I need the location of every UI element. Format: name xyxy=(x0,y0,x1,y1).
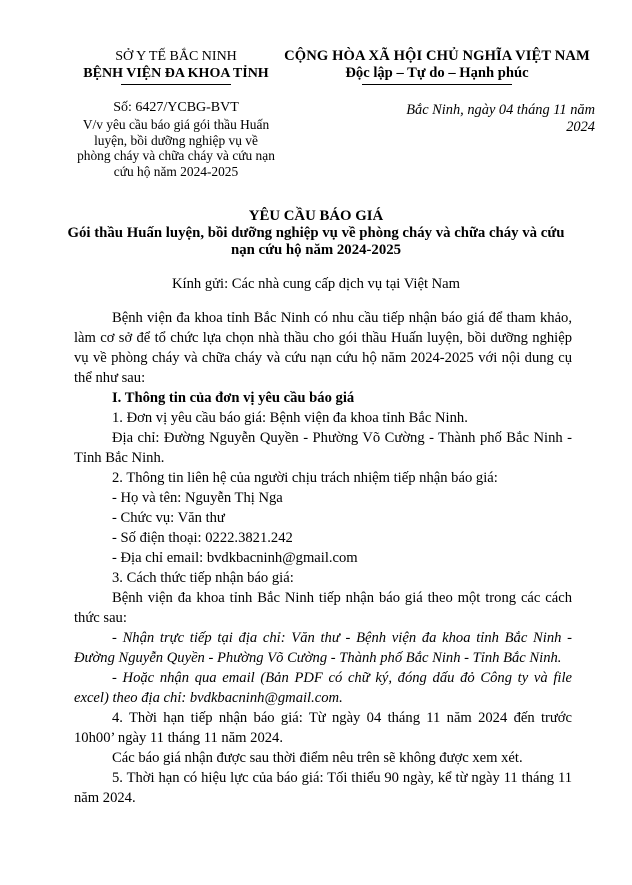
document-title: YÊU CẦU BÁO GIÁ xyxy=(248,208,384,224)
document-title-block xyxy=(60,208,572,259)
item-4: 4. Thời hạn tiếp nhận báo giá: Từ ngày 04 tháng 11 năm 2024 đến trước 10h00’ ngày 11 tháng 11 năm 2024. xyxy=(74,710,572,746)
contact-name: - Họ và tên: Nguyễn Thị Nga xyxy=(112,490,283,506)
motto-underline xyxy=(362,84,512,85)
contact-phone: - Số điện thoại: 0222.3821.242 xyxy=(112,530,293,546)
late-note: Các báo giá nhận được sau thời điểm nêu trên sẽ không được xem xét. xyxy=(112,750,523,766)
national-header xyxy=(282,48,592,85)
issuer-hospital: BỆNH VIỆN ĐA KHOA TỈNH xyxy=(83,66,269,81)
receive-email: - Hoặc nhận qua email (Bản PDF có chữ ký, đóng dấu đỏ Công ty và file excel) theo địa chỉ: bvdkbacninh@gmail.com. xyxy=(74,670,572,706)
address-line: Địa chỉ: Đường Nguyễn Quyền - Phường Võ Cường - Thành phố Bắc Ninh - Tỉnh Bắc Ninh. xyxy=(74,430,572,466)
document-number: Số: 6427/YCBG-BVT xyxy=(113,100,239,115)
section-heading-1: I. Thông tin của đơn vị yêu cầu báo giá xyxy=(112,390,355,406)
contact-email: - Địa chỉ email: bvdkbacninh@gmail.com xyxy=(112,550,358,566)
issuer-block xyxy=(76,48,276,179)
intro-paragraph: Bệnh viện đa khoa tỉnh Bắc Ninh có nhu cầu tiếp nhận báo giá để tham khảo, làm cơ sở để tổ chức lựa chọn nhà thầu cho gói thầu Huấn luyện, bồi dưỡng nghiệp vụ về phòng cháy và chữa cháy và cứu nạn cứu hộ năm 2024-2025 với nội dung cụ thể như sau: xyxy=(74,310,572,386)
contact-position: - Chức vụ: Văn thư xyxy=(112,510,225,526)
national-motto: Độc lập – Tự do – Hạnh phúc xyxy=(345,65,529,81)
nation-name: CỘNG HÒA XÃ HỘI CHỦ NGHĨA VIỆT NAM xyxy=(284,48,590,64)
issuer-underline xyxy=(121,84,231,85)
item-3-text: Bệnh viện đa khoa tỉnh Bắc Ninh tiếp nhận báo giá theo một trong các cách thức sau: xyxy=(74,590,572,626)
item-1: 1. Đơn vị yêu cầu báo giá: Bệnh viện đa khoa tỉnh Bắc Ninh. xyxy=(112,410,468,426)
item-5: 5. Thời hạn có hiệu lực của báo giá: Tối thiểu 90 ngày, kể từ ngày 11 tháng 11 năm 2024. xyxy=(74,770,572,806)
item-3: 3. Cách thức tiếp nhận báo giá: xyxy=(112,570,294,586)
document-subject: V/v yêu cầu báo giá gói thầu Huấn luyện, bồi dưỡng nghiệp vụ về phòng cháy và chữa cháy và cứu nạn cứu hộ năm 2024-2025 xyxy=(77,117,275,179)
issuer-org: SỞ Y TẾ BẮC NINH xyxy=(115,49,237,64)
document-body xyxy=(74,296,572,808)
document-date: Bắc Ninh, ngày 04 tháng 11 năm 2024 xyxy=(406,102,595,135)
item-2: 2. Thông tin liên hệ của người chịu trách nhiệm tiếp nhận báo giá: xyxy=(112,470,498,486)
greeting-line: Kính gửi: Các nhà cung cấp dịch vụ tại Việt Nam xyxy=(171,276,461,292)
document-subtitle: Gói thầu Huấn luyện, bồi dưỡng nghiệp vụ về phòng cháy và chữa cháy và cứu nạn cứu hộ năm 2024-2025 xyxy=(67,225,565,258)
receive-direct: - Nhận trực tiếp tại địa chỉ: Văn thư - Bệnh viện đa khoa tỉnh Bắc Ninh - Đường Nguyễn Quyền - Phường Võ Cường - Thành phố Bắc Ninh - Tỉnh Bắc Ninh. xyxy=(74,630,572,666)
